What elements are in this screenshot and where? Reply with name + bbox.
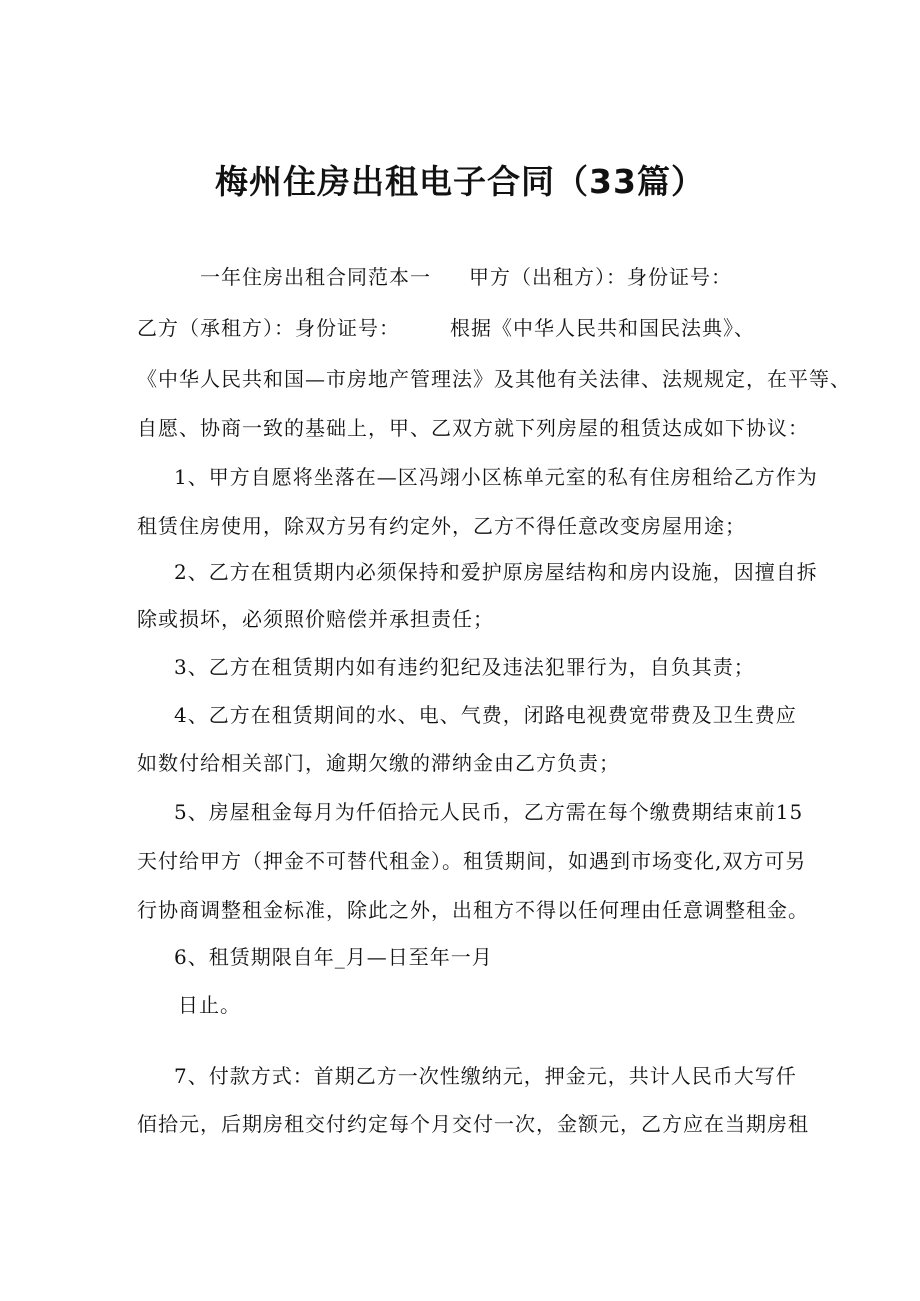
contract-sample-heading: 一年住房出租合同范本一 [200,265,431,289]
clause-6-line-1: 6、租赁期限自年_月—日至年一月 [174,945,493,969]
clause-5-line-1: 5、房屋租金每月为仟佰拾元人民币，乙方需在每个缴费期结束前15 [174,800,804,824]
body-line-4: 自愿、协商一致的基础上，甲、乙双方就下列房屋的租赁达成如下协议： [137,416,809,440]
clause-5-line-2: 天付给甲方（押金不可替代租金）。租赁期间，如遇到市场变化,双方可另 [137,849,807,873]
party-a-label: 甲方（出租方）：身份证号： [469,265,732,289]
clause-7-line-1: 7、付款方式：首期乙方一次性缴纳元，押金元，共计人民币大写仟 [174,1064,797,1088]
intro-line-1 [200,262,732,292]
clause-4-line-2: 如数付给相关部门，逾期欠缴的滞纳金由乙方负责； [137,751,620,775]
clause-3-line-1: 3、乙方在租赁期内如有违约犯纪及违法犯罪行为，自负其责； [174,655,755,679]
clause-4-line-1: 4、乙方在租赁期间的水、电、气费，闭路电视费宽带费及卫生费应 [174,703,797,727]
document-title: 梅州住房出租电子合同（33篇） [215,162,705,201]
clause-6-line-2: 日止。 [178,993,241,1017]
clause-7-line-2: 佰拾元，后期房租交付约定每个月交付一次，金额元，乙方应在当期房租 [137,1112,809,1136]
clause-5-line-3: 行协商调整租金标准，除此之外，出租方不得以任何理由任意调整租金。 [137,898,809,922]
intro-line-2 [137,313,755,343]
clause-2-line-2: 除或损坏，必须照价赔偿并承担责任； [137,607,494,631]
legal-basis-start: 根据《中华人民共和国民法典》、 [450,316,755,340]
clause-1-line-2: 租赁住房使用，除双方另有约定外，乙方不得任意改变房屋用途； [137,514,746,538]
clause-2-line-1: 2、乙方在租赁期内必须保持和爱护原房屋结构和房内设施，因擅自拆 [174,560,818,584]
clause-1-line-1: 1、甲方自愿将坐落在—区冯翊小区栋单元室的私有住房租给乙方作为 [174,465,818,489]
body-line-3: 《中华人民共和国—市房地产管理法》及其他有关法律、法规规定，在平等、 [137,367,851,391]
party-b-label: 乙方（承租方）：身份证号： [137,316,400,340]
